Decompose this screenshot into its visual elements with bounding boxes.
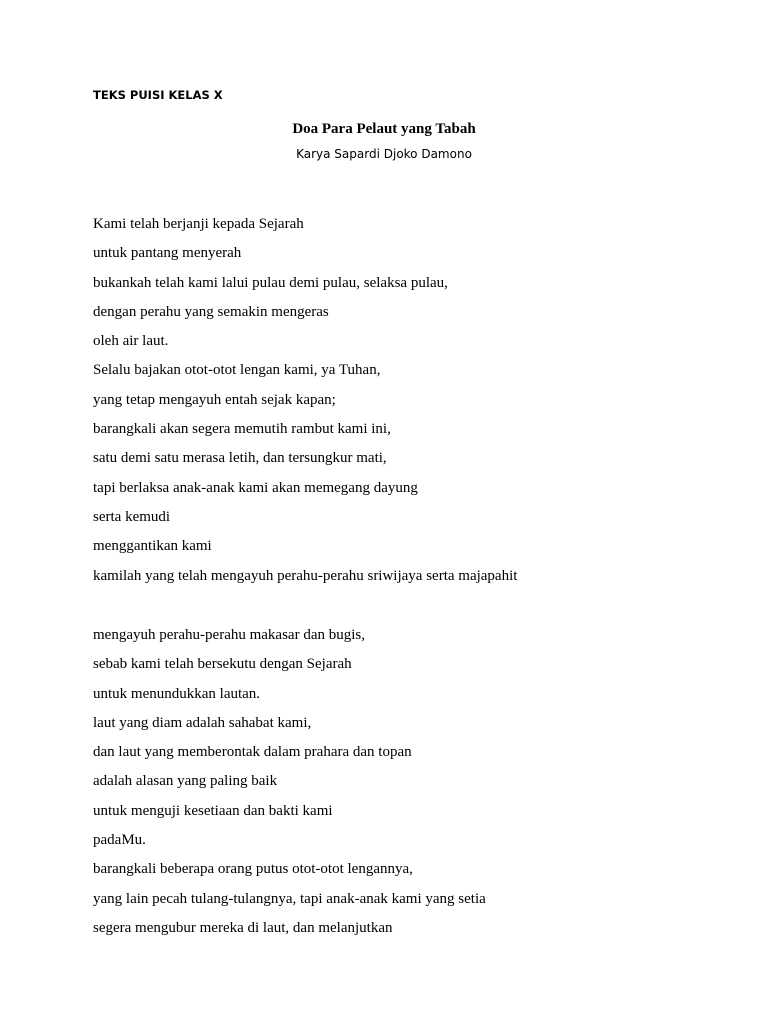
poem-line: yang tetap mengayuh entah sejak kapan; [93, 391, 336, 408]
poem-line: dan laut yang memberontak dalam prahara dan topan [93, 744, 412, 761]
poem-line: untuk menundukkan lautan. [93, 685, 261, 702]
poem-line: yang lain pecah tulang-tulangnya, tapi anak-anak kami yang setia [93, 890, 486, 907]
poem-line: satu demi satu merasa letih, dan tersungkur mati, [93, 450, 387, 467]
poem-line: Kami telah berjanji kepada Sejarah [93, 216, 304, 232]
poem-line: menggantikan kami [93, 538, 212, 555]
poem-line: serta kemudi [93, 508, 171, 525]
poem-stanza-1 [93, 214, 517, 595]
poem-stanza-2 [93, 625, 486, 947]
poem-line: kamilah yang telah mengayuh perahu-perahu sriwijaya serta majapahit [93, 567, 518, 584]
poem-author: Karya Sapardi Djoko Damono [296, 147, 472, 161]
poem-line: padaMu. [93, 832, 146, 849]
poem-line: oleh air laut. [93, 333, 169, 350]
document-heading: TEKS PUISI KELAS X [93, 88, 223, 102]
poem-line: laut yang diam adalah sahabat kami, [93, 714, 312, 731]
poem-line: mengayuh perahu-perahu makasar dan bugis, [93, 627, 365, 643]
poem-line: Selalu bajakan otot-otot lengan kami, ya Tuhan, [93, 362, 381, 379]
poem-line: bukankah telah kami lalui pulau demi pulau, selaksa pulau, [93, 274, 448, 291]
poem-line: tapi berlaksa anak-anak kami akan memegang dayung [93, 479, 418, 496]
poem-line: dengan perahu yang semakin mengeras [93, 303, 329, 320]
poem-line: segera mengubur mereka di laut, dan melanjutkan [93, 919, 393, 936]
poem-line: sebab kami telah bersekutu dengan Sejarah [93, 656, 352, 673]
poem-title: Doa Para Pelaut yang Tabah [292, 121, 476, 137]
poem-line: barangkali beberapa orang putus otot-otot lengannya, [93, 861, 413, 878]
poem-line: adalah alasan yang paling baik [93, 773, 278, 790]
poem-line: untuk menguji kesetiaan dan bakti kami [93, 802, 333, 819]
poem-line: barangkali akan segera memutih rambut kami ini, [93, 421, 391, 438]
poem-line: untuk pantang menyerah [93, 245, 242, 262]
